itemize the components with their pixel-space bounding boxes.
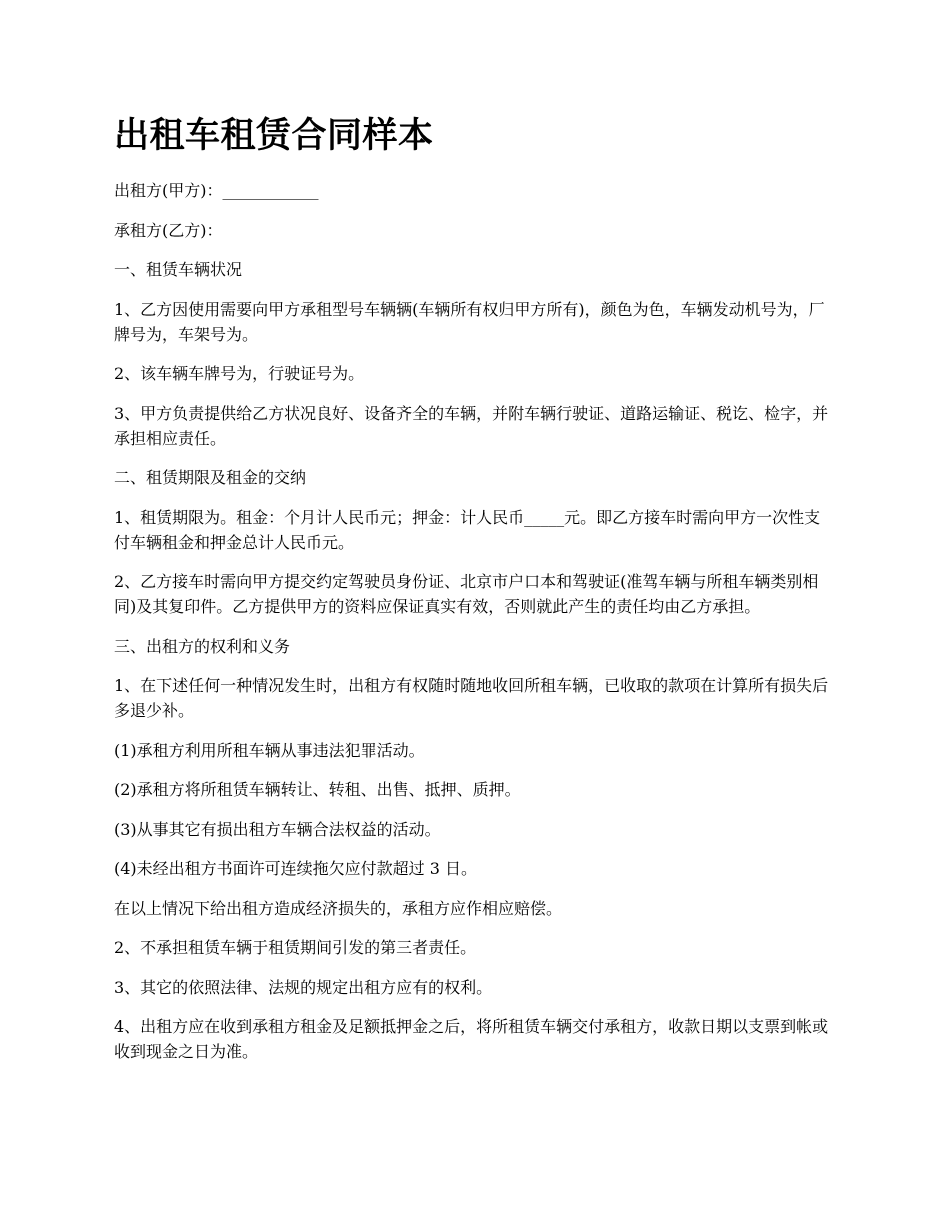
clause-2-2: 2、乙方接车时需向甲方提交约定驾驶员身份证、北京市户口本和驾驶证(准驾车辆与所租车辆类别相同)及其复印件。乙方提供甲方的资料应保证真实有效，否则就此产生的责任均由乙方承担。 <box>114 572 819 616</box>
clause-2-1: 1、租赁期限为。租金：个月计人民币元；押金：计人民币_____元。即乙方接车时需向甲方一次性支付车辆租金和押金总计人民币元。 <box>114 507 821 552</box>
document-title: 出租车租赁合同样本 <box>114 116 434 156</box>
clause-3-2: 2、不承担租赁车辆于租赁期间引发的第三者责任。 <box>114 938 477 957</box>
clause-3-1-item-3: (3)从事其它有损出租方车辆合法权益的活动。 <box>114 819 441 839</box>
clause-1-1: 1、乙方因使用需要向甲方承租型号车辆辆(车辆所有权归甲方所有)，颜色为色，车辆发动机号为，厂牌号为，车架号为。 <box>114 299 825 344</box>
section-heading-lessor-rights: 三、出租方的权利和义务 <box>114 636 291 656</box>
clause-3-1-item-4: (4)未经出租方书面许可连续拖欠应付款超过 3 日。 <box>114 859 478 878</box>
clause-1-3: 3、甲方负责提供给乙方状况良好、设备齐全的车辆，并附车辆行驶证、道路运输证、税讫、检字，并承担相应责任。 <box>114 403 829 448</box>
clause-3-1-item-2: (2)承租方将所租赁车辆转让、转租、出售、抵押、质押。 <box>114 780 521 799</box>
party-a-line: 出租方(甲方)：____________ <box>114 181 319 200</box>
clause-3-1-item-1: (1)承租方利用所租车辆从事违法犯罪活动。 <box>114 740 425 760</box>
document-body <box>114 178 836 1079</box>
clause-1-2: 2、该车辆车牌号为，行驶证号为。 <box>114 364 365 383</box>
clause-3-4: 4、出租方应在收到承租方租金及足额抵押金之后，将所租赁车辆交付承租方，收款日期以支票到帐或收到现金之日为准。 <box>114 1017 829 1061</box>
clause-3-1: 1、在下述任何一种情况发生时，出租方有权随时随地收回所租车辆，已收取的款项在计算所有损失后多退少补。 <box>114 676 829 720</box>
clause-3-3: 3、其它的依照法律、法规的规定出租方应有的权利。 <box>114 977 493 997</box>
party-b-line: 承租方(乙方)： <box>114 220 223 240</box>
clause-3-1-note: 在以上情况下给出租方造成经济损失的，承租方应作相应赔偿。 <box>114 898 563 918</box>
section-heading-vehicle: 一、租赁车辆状况 <box>114 260 243 279</box>
section-heading-term-rent: 二、租赁期限及租金的交纳 <box>114 468 307 487</box>
